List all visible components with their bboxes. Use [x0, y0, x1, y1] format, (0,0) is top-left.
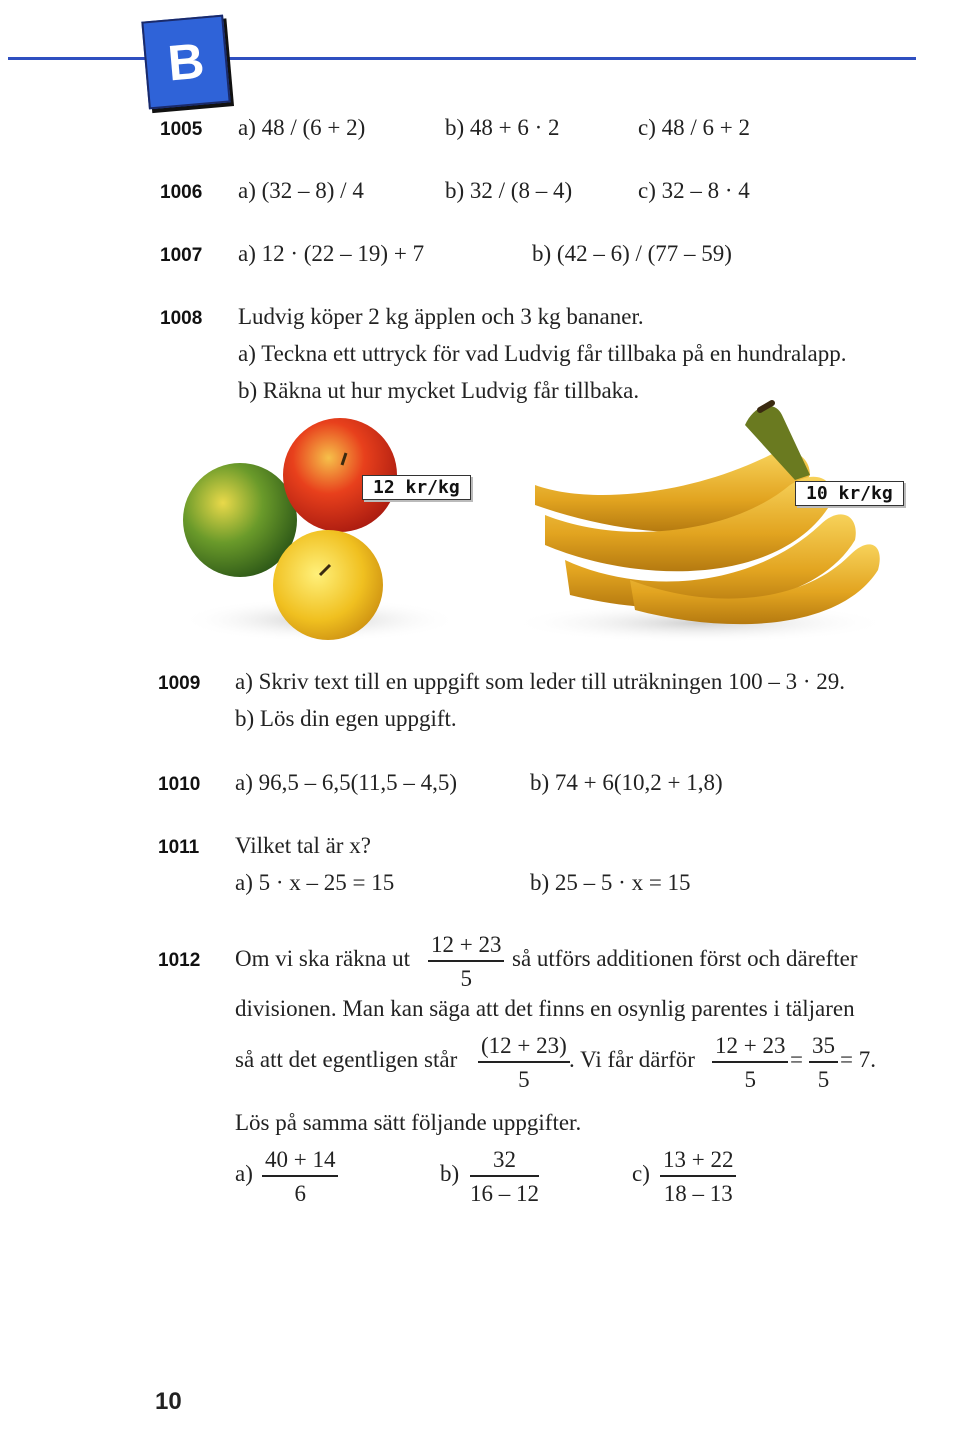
problem-1012-line1-post: så utförs additionen först och därefter [512, 946, 858, 971]
fraction-denominator: 6 [294, 1180, 306, 1206]
problem-1011-intro: Vilket tal är x? [235, 833, 371, 858]
fraction-example-2 [478, 1034, 570, 1091]
problem-1009-b: b) Lös din egen uppgift. [235, 706, 457, 731]
fraction-numerator: 12 + 23 [715, 1033, 786, 1058]
problem-1012-a-label: a) [235, 1161, 253, 1186]
problem-1012-line1-pre: Om vi ska räkna ut [235, 946, 411, 971]
fraction-example-3 [712, 1034, 788, 1091]
fraction-example-1 [428, 933, 504, 990]
problem-1008-b: b) Räkna ut hur mycket Ludvig får tillbaka. [238, 378, 640, 403]
problem-1006-c: c) 32 – 8 · 4 [638, 178, 750, 203]
problem-1006-b: b) 32 / (8 – 4) [445, 178, 573, 203]
problem-1007-b: b) (42 – 6) / (77 – 59) [532, 241, 732, 266]
problem-1011-a: a) 5 · x – 25 = 15 [235, 870, 395, 895]
problem-number-1007: 1007 [160, 245, 203, 266]
section-letter: B [165, 32, 207, 92]
problem-1009-a: a) Skriv text till en uppgift som leder till uträkningen 100 – 3 · 29. [235, 669, 846, 694]
problem-number-1011: 1011 [158, 837, 200, 858]
problem-1012-line2: divisionen. Man kan säga att det finns en osynlig parentes i täljaren [235, 996, 855, 1021]
problem-number-1005: 1005 [160, 119, 203, 140]
yellow-apple [273, 530, 383, 640]
problem-number-1012: 1012 [158, 950, 201, 971]
problem-1012-b-label: b) [440, 1161, 460, 1186]
problem-number-1006: 1006 [160, 182, 203, 203]
price-tag-bananas: 10 kr/kg [795, 481, 904, 506]
problem-1008-a: a) Teckna ett uttryck för vad Ludvig får tillbaka på en hundralapp. [238, 341, 847, 366]
problem-number-1010: 1010 [158, 774, 201, 795]
fraction-denominator: 18 – 13 [663, 1180, 733, 1206]
problem-1008-intro: Ludvig köper 2 kg äpplen och 3 kg bananer. [238, 304, 644, 329]
fraction-numerator: 35 [812, 1033, 835, 1058]
problem-number-1008: 1008 [160, 308, 203, 329]
problem-number-1009: 1009 [158, 673, 201, 694]
fraction-denominator: 5 [817, 1066, 830, 1092]
problem-1005-b: b) 48 + 6 · 2 [445, 115, 560, 140]
problem-1012-line3-pre: så att det egentligen står [235, 1047, 458, 1072]
fraction-denominator: 5 [518, 1066, 530, 1092]
problem-1012-instruction: Lös på samma sätt följande uppgifter. [235, 1110, 582, 1135]
fraction-task-a [262, 1148, 338, 1205]
price-tag-apples: 12 kr/kg [362, 475, 471, 500]
page-number: 10 [155, 1388, 182, 1415]
equals-sign: = [790, 1047, 803, 1072]
problem-1006-a: a) (32 – 8) / 4 [238, 178, 364, 203]
fraction-numerator: 13 + 22 [663, 1147, 734, 1172]
problem-1010-b: b) 74 + 6(10,2 + 1,8) [530, 770, 723, 795]
fraction-denominator: 16 – 12 [470, 1180, 539, 1206]
problem-1012-line3-mid: . Vi får därför [569, 1047, 695, 1072]
problem-1005-c: c) 48 / 6 + 2 [638, 115, 750, 140]
section-badge [141, 15, 230, 110]
fraction-numerator: 32 [493, 1147, 516, 1172]
fraction-example-4 [809, 1034, 838, 1091]
fraction-numerator: (12 + 23) [481, 1033, 567, 1058]
fraction-numerator: 40 + 14 [265, 1147, 336, 1172]
fraction-denominator: 5 [744, 1066, 756, 1092]
problem-1012-c-label: c) [632, 1161, 650, 1186]
problem-1010-a: a) 96,5 – 6,5(11,5 – 4,5) [235, 770, 458, 795]
fraction-denominator: 5 [460, 965, 472, 991]
problem-1007-a: a) 12 · (22 – 19) + 7 [238, 241, 425, 266]
fraction-task-b [470, 1148, 539, 1205]
problem-1005-a: a) 48 / (6 + 2) [238, 115, 366, 140]
problem-1011-b: b) 25 – 5 · x = 15 [530, 870, 691, 895]
fraction-numerator: 12 + 23 [431, 932, 502, 957]
fruit-illustration [170, 395, 930, 655]
result-equals-seven: = 7. [840, 1047, 876, 1072]
fraction-task-c [660, 1148, 736, 1205]
